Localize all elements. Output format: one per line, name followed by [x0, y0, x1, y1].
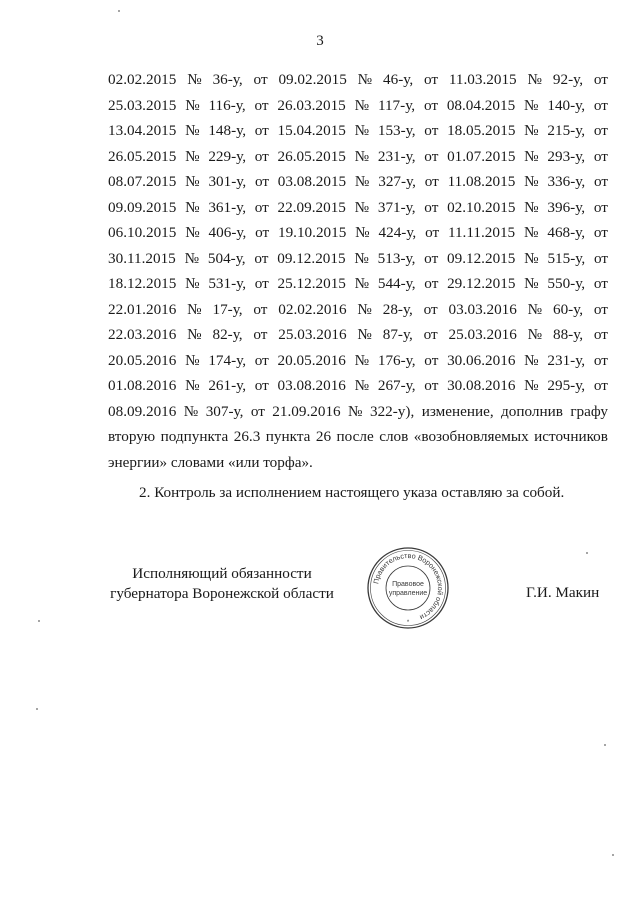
text-token: 513-у,: [377, 249, 416, 267]
text-token: 09.12.2015: [447, 249, 516, 267]
svg-text:*: *: [406, 620, 410, 626]
text-token: от: [593, 326, 608, 343]
text-token: 307-у,: [205, 402, 244, 420]
text-token: от: [254, 198, 269, 216]
text-token: от: [253, 71, 268, 88]
text-token: 371-у,: [377, 198, 416, 216]
text-token: от: [593, 122, 608, 139]
text-token: №: [185, 224, 200, 241]
text-token: 30.08.2016: [447, 377, 516, 394]
text-token: 08.07.2015: [108, 173, 177, 190]
scan-speck: [36, 708, 38, 710]
text-token: графу: [570, 402, 608, 420]
text-token: 20.05.2016: [108, 351, 177, 369]
document-body-text: [108, 71, 608, 479]
text-token: от: [424, 275, 439, 292]
text-token: от: [593, 198, 608, 216]
text-token: №: [185, 275, 200, 292]
text-token: 361-у,: [208, 198, 247, 216]
text-token: 25.03.2016: [278, 326, 347, 343]
text-token: 26.05.2015: [108, 147, 177, 165]
text-token: №: [354, 122, 370, 139]
text-token: №: [185, 377, 200, 394]
text-token: №: [357, 300, 372, 318]
text-token: 13.04.2015: [108, 122, 177, 139]
text-token: слов: [379, 428, 409, 445]
text-token: №: [524, 249, 539, 267]
text-token: №: [184, 249, 200, 267]
text-token: №: [524, 224, 539, 241]
text-token: №: [524, 122, 539, 139]
text-token: 29.12.2015: [447, 275, 516, 292]
text-token: 231-у,: [377, 147, 416, 165]
text-token: от: [254, 147, 269, 165]
signatory-title-line-1: Исполняющий обязанности: [132, 565, 312, 582]
text-token: от: [424, 173, 439, 190]
text-token: 03.08.2016: [277, 377, 346, 394]
text-token: 30.06.2016: [447, 351, 516, 369]
text-token: от: [254, 351, 269, 369]
text-token: 322-у),: [369, 402, 415, 420]
text-token: 20.05.2016: [277, 351, 346, 369]
text-token: от: [255, 224, 270, 241]
text-token: 11.11.2015: [447, 224, 516, 241]
text-token: от: [254, 122, 269, 139]
text-token: №: [354, 249, 369, 267]
text-line: [108, 301, 608, 327]
seal-graphic: [366, 546, 450, 630]
text-token: от: [593, 351, 608, 369]
text-line: [108, 352, 608, 378]
text-token: от: [425, 224, 440, 241]
text-token: 22.01.2016: [108, 300, 177, 318]
text-token: 92-у,: [552, 71, 583, 88]
text-token: №: [357, 71, 373, 88]
text-line: [108, 377, 608, 403]
text-token: 140-у,: [547, 96, 586, 114]
text-token: 87-у,: [382, 326, 413, 343]
text-token: №: [354, 173, 370, 190]
scan-speck: [604, 744, 606, 746]
text-token: от: [423, 326, 438, 343]
text-token: №: [354, 198, 370, 216]
text-token: №: [185, 198, 200, 216]
text-line: [108, 275, 608, 301]
text-token: 26.05.2015: [277, 147, 346, 165]
text-token: 515-у,: [547, 249, 586, 267]
scan-speck: [586, 552, 588, 554]
text-token: от: [424, 198, 439, 216]
text-token: 18.05.2015: [447, 122, 516, 139]
text-token: 26.03.2015: [277, 96, 346, 114]
text-token: №: [354, 147, 370, 165]
text-token: №: [524, 377, 539, 394]
text-token: 25.03.2015: [108, 96, 177, 114]
text-token: 60-у,: [552, 300, 584, 318]
scan-speck: [38, 620, 40, 622]
text-token: №: [524, 147, 539, 165]
text-token: 396-у,: [547, 198, 586, 216]
text-token: №: [524, 173, 539, 190]
text-token: 15.04.2015: [277, 122, 346, 139]
signatory-title: [102, 564, 342, 604]
text-token: 17-у,: [212, 300, 243, 318]
text-token: от: [593, 224, 608, 241]
text-token: 09.12.2015: [277, 249, 346, 267]
scan-speck: [612, 854, 614, 856]
text-token: 531-у,: [208, 275, 247, 292]
text-token: 295-у,: [547, 377, 586, 394]
text-token: 26: [315, 428, 332, 445]
text-token: 504-у,: [207, 249, 246, 267]
text-token: после: [336, 428, 374, 445]
text-token: дополнив: [501, 402, 563, 420]
text-token: 544-у,: [377, 275, 416, 292]
text-token: от: [593, 71, 608, 88]
text-line: [108, 224, 608, 250]
text-token: 148-у,: [208, 122, 247, 139]
text-line: [108, 199, 608, 225]
text-token: от: [423, 300, 438, 318]
text-token: №: [527, 71, 543, 88]
text-token: 117-у,: [377, 96, 416, 114]
text-token: от: [423, 71, 439, 88]
text-token: №: [185, 173, 200, 190]
text-token: 336-у,: [547, 173, 586, 190]
text-line: [108, 403, 608, 429]
text-token: 176-у,: [377, 351, 416, 369]
text-token: №: [187, 326, 202, 343]
text-token: от: [424, 147, 439, 165]
text-token: 215-у,: [547, 122, 586, 139]
text-token: 11.03.2015: [448, 71, 517, 88]
signatory-title-line-2: губернатора Воронежской области: [110, 585, 334, 602]
text-token: 21.09.2016: [272, 402, 341, 420]
text-token: №: [357, 326, 372, 343]
text-token: 28-у,: [382, 300, 413, 318]
text-token: №: [185, 122, 200, 139]
text-token: 03.03.2016: [448, 300, 517, 318]
text-token: №: [348, 402, 363, 420]
text-token: 25.03.2016: [448, 326, 517, 343]
page-number: 3: [316, 33, 324, 49]
text-line: [108, 326, 608, 352]
text-token: №: [524, 275, 539, 292]
text-token: 01.07.2015: [447, 147, 516, 165]
text-token: №: [185, 351, 200, 369]
text-token: 327-у,: [378, 173, 416, 190]
text-line: [108, 173, 608, 199]
seal-center-line-1: Правовое: [392, 581, 424, 588]
text-token: №: [187, 71, 202, 88]
text-token: от: [593, 275, 608, 292]
text-token: №: [187, 300, 202, 318]
text-token: 09.02.2015: [278, 71, 347, 88]
text-token: от: [593, 300, 608, 318]
text-token: от: [254, 96, 269, 114]
text-token: №: [354, 377, 370, 394]
text-token: 22.03.2016: [108, 326, 177, 343]
text-line: [108, 428, 608, 454]
seal-ring-text: Правительство Воронежской области: [371, 550, 446, 623]
text-token: от: [593, 173, 608, 190]
text-token: №: [524, 351, 539, 369]
text-line-last: энергии» словами «или торфа».: [108, 453, 313, 471]
text-token: 293-у,: [547, 147, 586, 165]
text-token: от: [593, 96, 608, 114]
signatory-name: Г.И. Макин: [526, 584, 600, 601]
text-token: 424-у,: [378, 224, 417, 241]
text-token: 550-у,: [547, 275, 586, 292]
text-token: №: [185, 96, 200, 114]
text-token: от: [253, 326, 268, 343]
text-token: 09.09.2015: [108, 198, 177, 216]
text-token: от: [593, 249, 608, 267]
text-token: 02.02.2016: [278, 300, 347, 318]
text-token: от: [254, 275, 269, 292]
text-token: от: [250, 402, 265, 420]
text-token: №: [524, 96, 539, 114]
scan-speck: [118, 10, 120, 12]
text-token: 18.12.2015: [108, 275, 177, 292]
text-token: 36-у,: [212, 71, 243, 88]
text-token: 88-у,: [552, 326, 584, 343]
official-seal-stamp: [366, 546, 450, 630]
text-line: [108, 71, 608, 97]
text-token: вторую: [108, 428, 156, 445]
text-token: 11.08.2015: [447, 173, 516, 190]
text-token: от: [253, 300, 268, 318]
text-token: 468-у,: [547, 224, 586, 241]
text-token: подпункта: [160, 428, 229, 445]
text-token: от: [424, 351, 439, 369]
paragraph-2: 2. Контроль за исполнением настоящего указа оставляю за собой.: [139, 484, 565, 501]
text-token: «возобновляемых: [413, 428, 529, 445]
text-token: №: [354, 275, 370, 292]
text-token: 261-у,: [208, 377, 247, 394]
text-token: от: [254, 377, 269, 394]
text-token: №: [185, 147, 200, 165]
text-line: [108, 148, 608, 174]
text-token: 174-у,: [208, 351, 247, 369]
text-token: от: [593, 377, 608, 394]
text-token: 267-у,: [377, 377, 416, 394]
text-token: 06.10.2015: [108, 224, 177, 241]
text-token: 229-у,: [208, 147, 247, 165]
text-token: от: [424, 249, 439, 267]
text-line: [108, 250, 608, 276]
text-token: пункта: [265, 428, 311, 445]
text-token: 19.10.2015: [277, 224, 347, 241]
text-token: 231-у,: [547, 351, 586, 369]
text-token: от: [424, 122, 439, 139]
seal-center-line-2: управление: [388, 590, 428, 597]
text-token: 01.08.2016: [108, 377, 177, 394]
text-token: 46-у,: [383, 71, 414, 88]
text-token: 116-у,: [208, 96, 246, 114]
text-token: №: [355, 224, 370, 241]
text-token: от: [254, 249, 269, 267]
text-token: изменение,: [421, 402, 494, 420]
text-token: 406-у,: [208, 224, 247, 241]
text-token: 26.3: [233, 428, 261, 445]
text-token: 82-у,: [212, 326, 243, 343]
text-line: [108, 122, 608, 148]
text-token: 08.09.2016: [108, 402, 177, 420]
text-token: №: [527, 326, 543, 343]
text-token: источников: [534, 428, 608, 445]
text-token: от: [424, 377, 439, 394]
text-token: №: [524, 198, 539, 216]
text-token: 25.12.2015: [277, 275, 346, 292]
text-token: 03.08.2015: [277, 173, 347, 190]
text-token: 08.04.2015: [446, 96, 516, 114]
text-token: 301-у,: [208, 173, 247, 190]
text-token: от: [254, 173, 269, 190]
text-token: №: [527, 300, 543, 318]
text-token: от: [423, 96, 438, 114]
text-token: 02.02.2015: [108, 71, 177, 88]
text-token: от: [593, 147, 608, 165]
text-token: №: [354, 351, 370, 369]
text-token: 30.11.2015: [108, 249, 176, 267]
text-token: №: [183, 402, 199, 420]
text-line: [108, 97, 608, 123]
text-token: 02.10.2015: [447, 198, 516, 216]
text-token: 153-у,: [377, 122, 416, 139]
text-token: №: [354, 96, 370, 114]
text-token: 22.09.2015: [277, 198, 346, 216]
